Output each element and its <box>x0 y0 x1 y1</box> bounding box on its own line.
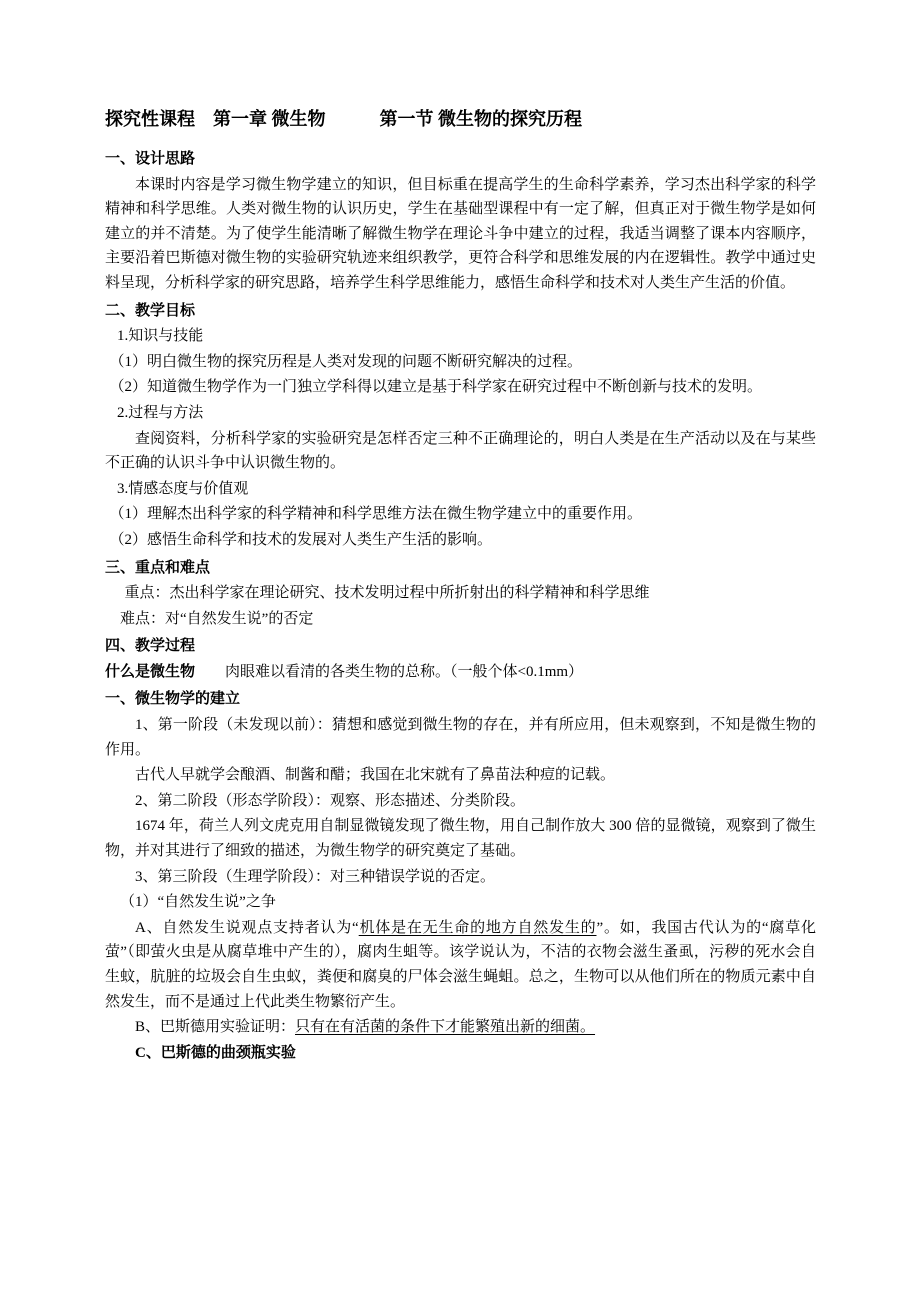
bold-run: 什么是微生物 <box>105 663 196 680</box>
text-run: ”。如，我国古代认为的“腐草化萤”（即萤火虫是从腐草堆中产生的），腐肉生蛆等。该学说认为，不洁的衣物会滋生蚤虱，污秽的死水会自生蚊，肮脏的垃圾会自生虫蚁，粪便和腐臭的尸体会滋生蝇蛆。总之，生物可以从他们所在的物质元素中自然发生，而不是通过上代此类生物繁衍产生。 <box>105 919 816 1010</box>
point-c-swan-neck-flask <box>105 1041 816 1066</box>
document-body <box>105 147 816 1065</box>
text-run: 肉眼难以看清的各类生物的总称。（一般个体<0.1mm） <box>195 663 584 680</box>
text-run: 古代人早就学会酿酒、制酱和醋；我国在北宋就有了鼻苗法种痘的记载。 <box>135 767 616 784</box>
goal-knowledge-skills <box>105 324 816 349</box>
bold-run: 二、教学目标 <box>105 302 196 319</box>
goal-emotion-item-2 <box>105 528 816 553</box>
text-run: 1、第一阶段（未发现以前）：猜想和感觉到微生物的存在，并有所应用，但未观察到，不知是微生物的作用。 <box>105 717 816 758</box>
heading-teaching-process <box>105 634 816 659</box>
underlined-run: 机体是在无生命的地方自然发生的 <box>358 919 597 936</box>
bold-run: 一、设计思路 <box>105 151 196 167</box>
text-run: 本课时内容是学习微生物学建立的知识，但目标重在提高学生的生命科学素养，学习杰出科学家的科学精神和科学思维。人类对微生物的认识历史，学生在基础型课程中有一定了解，但真正对于微生物学是如何建立的并不清楚。为了使学生能清晰了解微生物学在理论斗争中建立的过程，我适当调整了课本内容顺序，主要沿着巴斯德对微生物的实验研究轨迹来组织教学，更符合科学和思维发展的内在逻辑性。教学中通过史料呈现，分析科学家的研究思路，培养学生科学思维能力，感悟生命科学和技术对人类生产生活的价值。 <box>105 176 816 291</box>
bold-run: 一、微生物学的建立 <box>105 691 241 708</box>
goal-knowledge-item-2 <box>105 375 816 400</box>
goal-process-body <box>105 427 816 476</box>
text-run: 2.过程与方法 <box>117 404 204 421</box>
goal-process-method <box>105 401 816 426</box>
key-point <box>105 581 816 606</box>
stage-2 <box>105 789 816 814</box>
text-run: （1）明白微生物的探究历程是人类对发现的问题不断研究解决的过程。 <box>109 353 583 370</box>
what-is-microbe <box>105 660 816 685</box>
text-run: 2、第二阶段（形态学阶段）：观察、形态描述、分类阶段。 <box>135 792 526 809</box>
text-run: A、自然发生说观点支持者认为“ <box>135 919 359 936</box>
goal-emotion-item-1 <box>105 502 816 527</box>
document-title: 探究性课程 第一章 微生物 第一节 微生物的探究历程 <box>105 109 582 129</box>
heading-teaching-goals <box>105 299 816 324</box>
heading-microbiology-establishment <box>105 687 816 712</box>
text-run: 1674 年，荷兰人列文虎克用自制显微镜发现了微生物，用自己制作放大 300 倍的显微镜，观察到了微生物，并对其进行了细致的描述，为微生物学的研究奠定了基础。 <box>105 818 816 860</box>
point-b-pasteur-proof <box>105 1015 816 1040</box>
difficult-point <box>105 607 816 632</box>
stage-2-body <box>105 814 816 863</box>
goal-emotion-values <box>105 477 816 502</box>
text-run: （2）感悟生命科学和技术的发展对人类生产生活的影响。 <box>109 531 493 548</box>
text-run: 重点：杰出科学家在理论研究、技术发明过程中所折射出的科学精神和科学思维 <box>124 585 650 602</box>
underlined-run: 只有在有活菌的条件下才能繁殖出新的细菌。 <box>295 1019 596 1036</box>
text-run: （2）知道微生物学作为一门独立学科得以建立是基于科学家在研究过程中不断创新与技术的发明。 <box>109 379 763 396</box>
text-run: 难点：对“自然发生说”的否定 <box>120 610 314 627</box>
text-run: 3.情感态度与价值观 <box>117 480 249 497</box>
text-run: （1）理解杰出科学家的科学精神和科学思维方法在微生物学建立中的重要作用。 <box>109 506 643 523</box>
stage-1 <box>105 713 816 762</box>
point-a-spontaneous-generation <box>105 916 816 1014</box>
text-run: （1）“自然发生说”之争 <box>120 894 276 911</box>
text-run: 3、第三阶段（生理学阶段）：对三种错误学说的否定。 <box>135 868 496 885</box>
text-run: 1.知识与技能 <box>117 328 204 345</box>
bold-run: 三、重点和难点 <box>105 559 211 576</box>
design-ideas-body <box>105 173 816 296</box>
stage-3 <box>105 865 816 890</box>
heading-design-ideas <box>105 147 816 172</box>
bold-run: 四、教学过程 <box>105 638 196 655</box>
heading-key-and-difficult-points <box>105 556 816 581</box>
stage-1-example <box>105 763 816 788</box>
bold-run: C、巴斯德的曲颈瓶实验 <box>135 1044 296 1061</box>
text-run: B、巴斯德用实验证明： <box>135 1019 296 1036</box>
spontaneous-generation-debate <box>105 890 816 915</box>
goal-knowledge-item-1 <box>105 350 816 375</box>
text-run: 查阅资料，分析科学家的实验研究是怎样否定三种不正确理论的，明白人类是在生产活动以及在与某些不正确的认识斗争中认识微生物的。 <box>105 430 816 472</box>
